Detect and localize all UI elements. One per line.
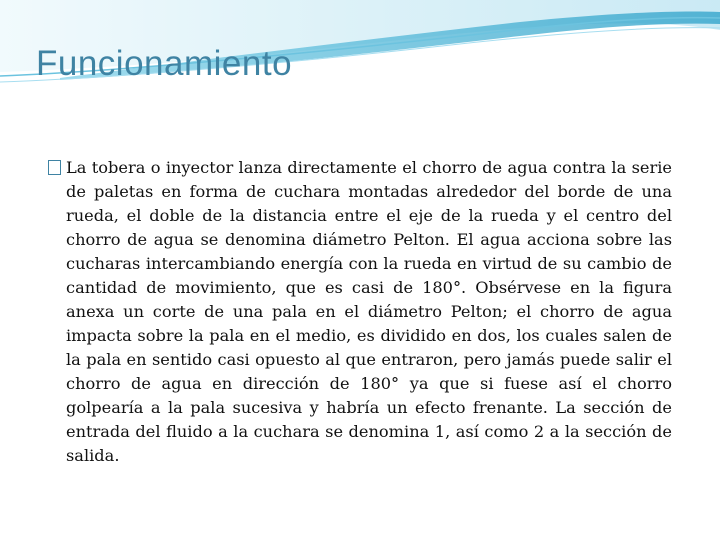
slide-title: Funcionamiento bbox=[36, 44, 293, 83]
slide-body bbox=[48, 156, 672, 468]
bullet-paragraph: La tobera o inyector lanza directamente el chorro de agua contra la serie de paletas en forma de cuchara montadas alrededor del borde de una rueda, el doble de la distancia entre el eje de la rueda y el centro del chorro de agua se denomina diámetro Pelton. El agua acciona sobre las cucharas intercambiando energía con la rueda en virtud de su cambio de cantidad de movimiento, que es casi de 180°. Obsérvese en la figura anexa un corte de una pala en el diámetro Pelton; el chorro de agua impacta sobre la pala en el medio, es dividido en dos, los cuales salen de la pala en sentido casi opuesto al que entraron, pero jamás puede salir el chorro de agua en dirección de 180° ya que si fuese así el chorro golpearía a la pala sucesiva y habría un efecto frenante. La sección de entrada del fluido a la cuchara se denomina 1, así como 2 a la sección de salida. bbox=[66, 158, 672, 465]
missing-glyph-box-icon bbox=[48, 160, 61, 175]
